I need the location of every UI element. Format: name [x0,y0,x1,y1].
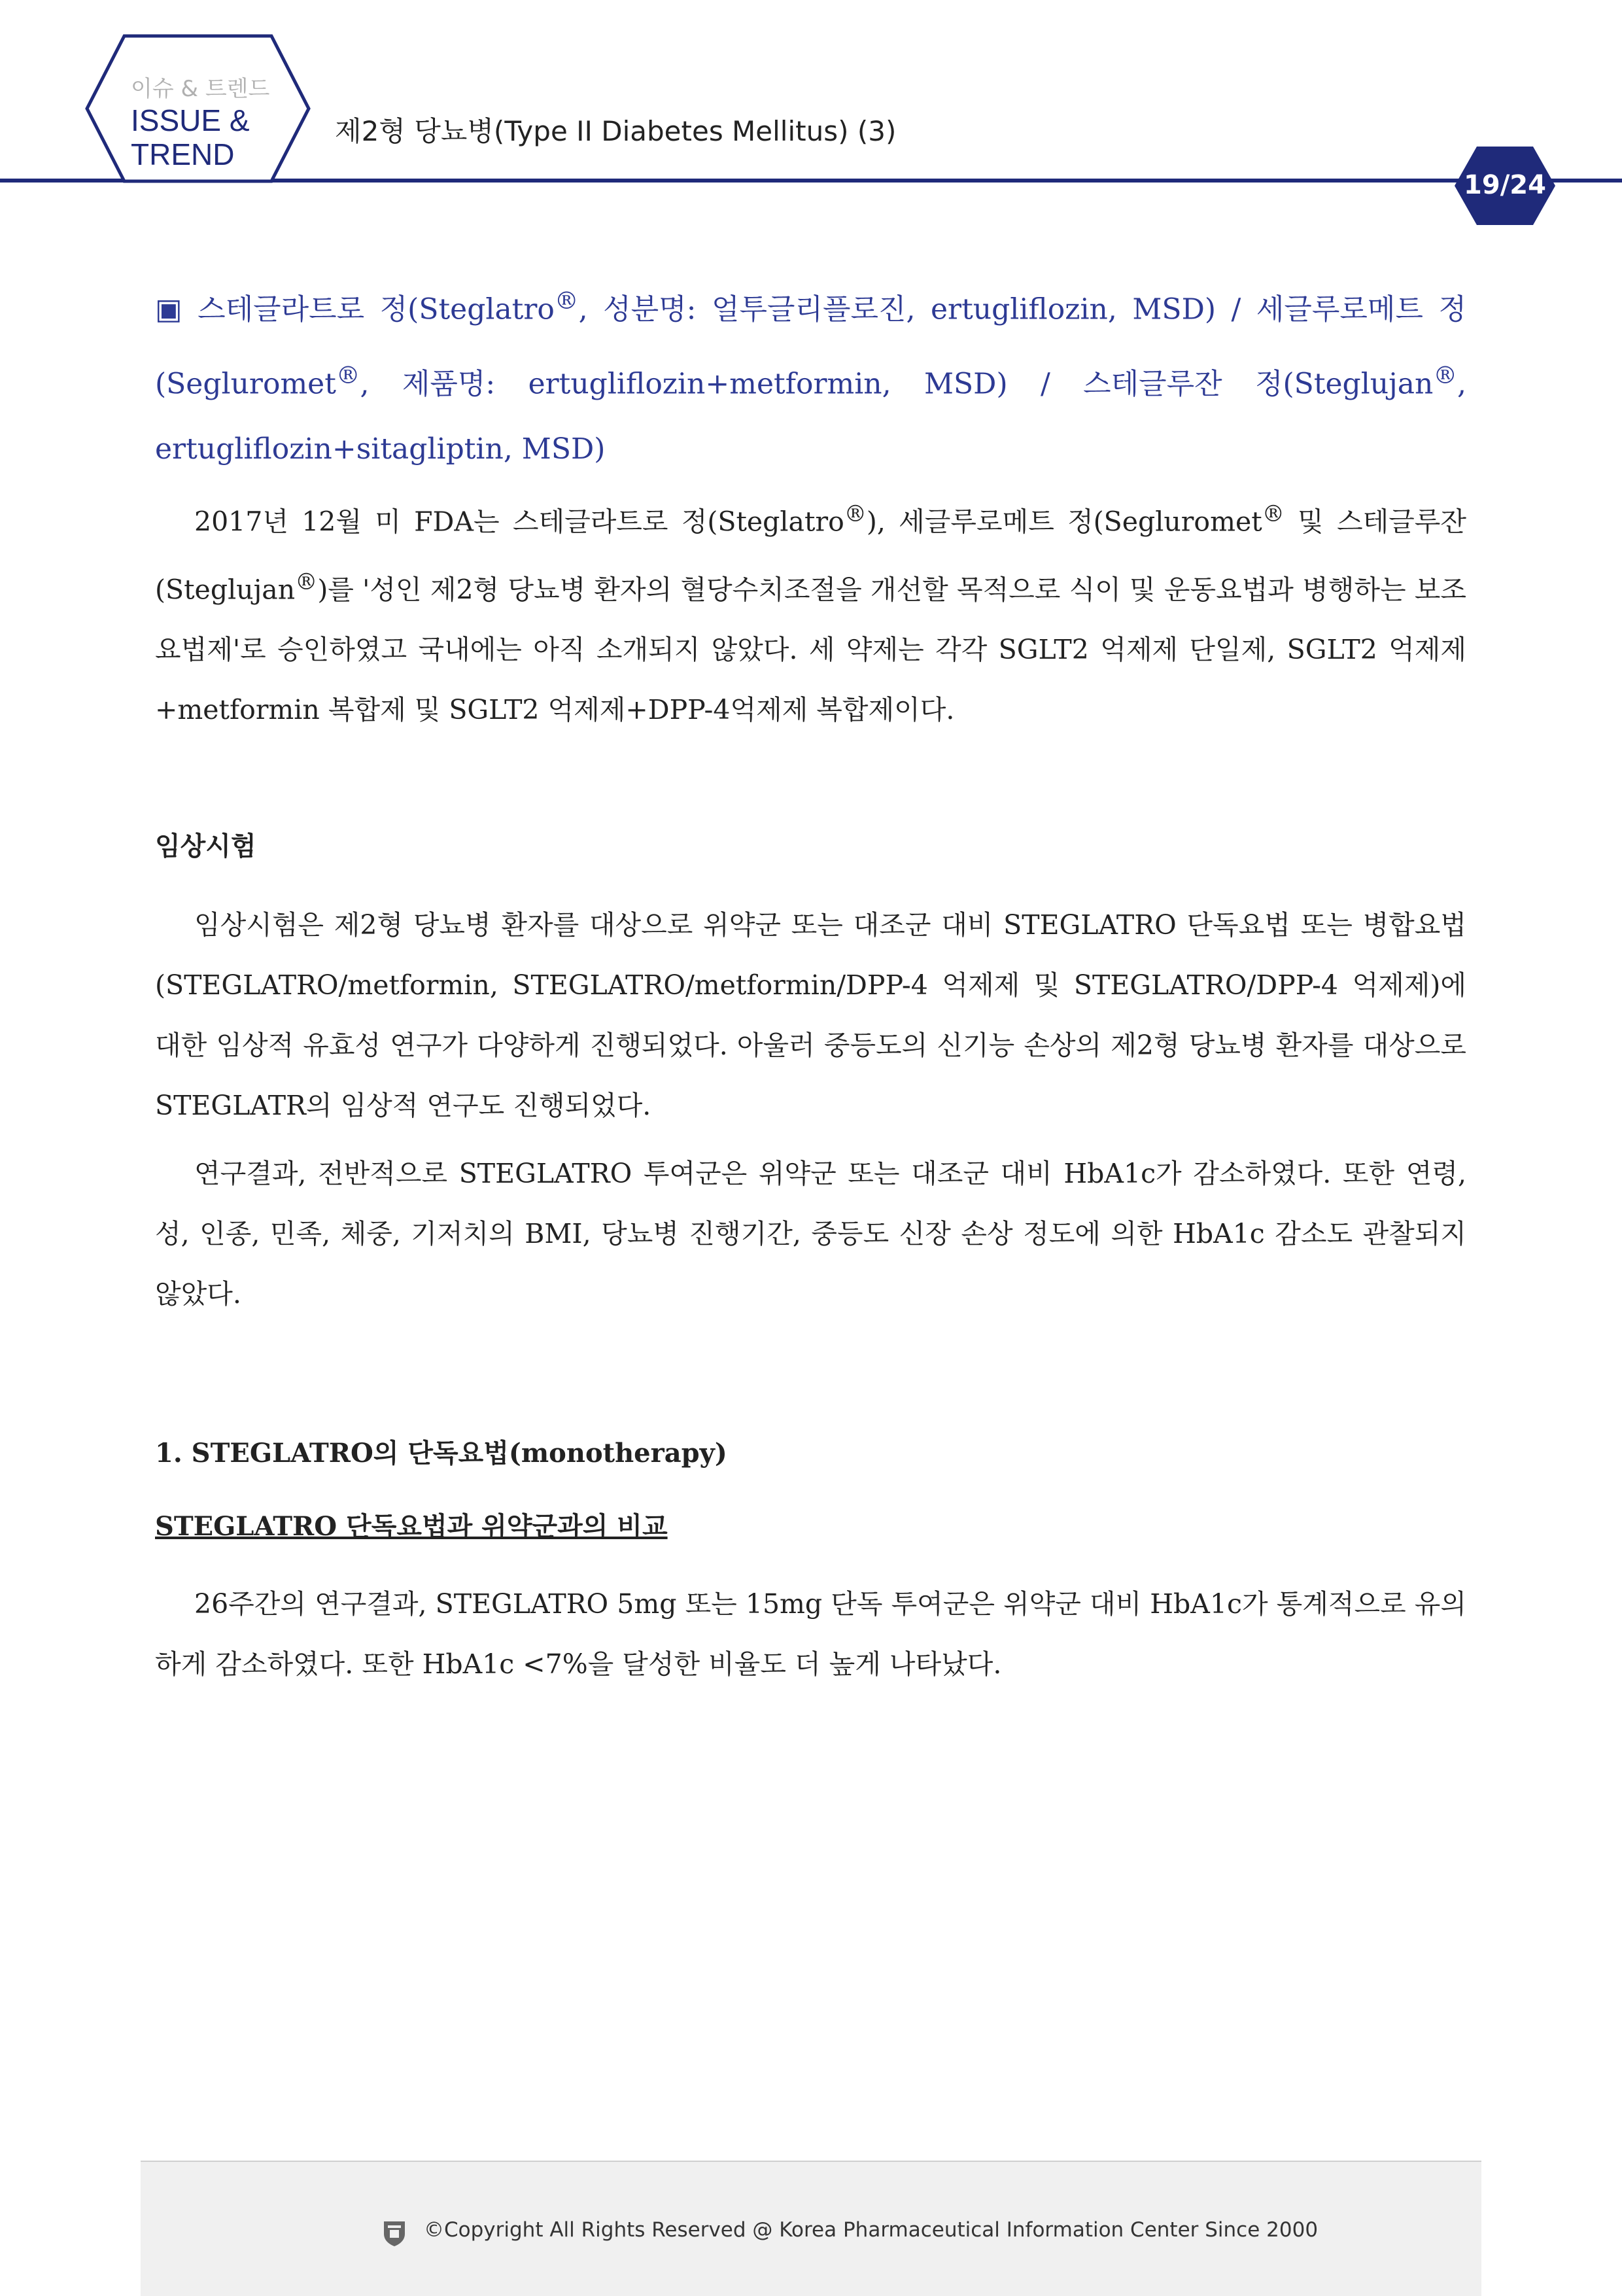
drug-lead-heading: ▣ 스테글라트로 정(Steglatro®, 성분명: 얼투글리플로진, ertugliflozin, MSD) / 세글루로메트 정(Segluromet®, 제품명: ertugliflozin+metformin, MSD) / 스테글루잔 정(Steglujan®, ertugliflozin+sitagliptin, MSD) [155,287,1466,466]
monotherapy-paragraph: 26주간의 연구결과, STEGLATRO 5mg 또는 15mg 단독 투여군은 위약군 대비 HbA1c가 통계적으로 유의하게 감소하였다. 또한 HbA1c <7%을 달성한 비율도 더 높게 나타났다. [155,1588,1466,1680]
clinical-trial-heading: 임상시험 [155,831,256,861]
monotherapy-heading: 1. STEGLATRO의 단독요법(monotherapy) [155,1438,727,1469]
clinical-paragraph-2: 연구결과, 전반적으로 STEGLATRO 투여군은 위약군 또는 대조군 대비 HbA1c가 감소하였다. 또한 연령, 성, 인종, 민족, 체중, 기저치의 BMI, 당뇨병 진행기간, 중등도 신장 손상 정도에 의한 HbA1c 감소도 관찰되지 않았다. [155,1158,1466,1310]
clinical-paragraph-1: 임상시험은 제2형 당뇨병 환자를 대상으로 위약군 또는 대조군 대비 STEGLATRO 단독요법 또는 병합요법(STEGLATRO/metformin, STEGLATRO/metformin/DPP-4 억제제 및 STEGLATRO/DPP-4 억제제)에 대한 임상적 유효성 연구가 다양하게 진행되었다. 아울러 중등도의 신기능 손상의 제2형 당뇨병 환자를 대상으로 STEGLATR의 임상적 연구도 진행되었다. [155,909,1466,1121]
page-number-badge [1453,145,1557,226]
header-title: 제2형 당뇨병(Type II Diabetes Mellitus) (3) [335,115,897,147]
badge-line-2: TREND [131,137,235,171]
copyright-text: ©Copyright All Rights Reserved @ Korea Pharmaceutical Information Center Since 2000 [424,2218,1319,2242]
square-bullet-icon: ▣ [155,292,182,326]
footer [141,2161,1481,2296]
badge-title [131,103,250,171]
badge-subtitle: 이슈 & 트렌드 [131,76,270,102]
shield-logo-icon [383,2219,406,2247]
badge-line-1: ISSUE & [131,103,250,137]
page-number: 19/24 [1464,170,1546,200]
intro-paragraph: 2017년 12월 미 FDA는 스테글라트로 정(Steglatro®), 세글루로메트 정(Segluromet® 및 스테글루잔 (Steglujan®)를 '성인 제2형 당뇨병 환자의 혈당수치조절을 개선할 목적으로 식이 및 운동요법과 병행하는 보조요법제'로 승인하였고 국내에는 아직 소개되지 않았다. 세 약제는 각각 SGLT2 억제제 단일제, SGLT2 억제제+metformin 복합제 및 SGLT2 억제제+DPP-4억제제 복합제이다. [155,501,1466,726]
comparison-subheading: STEGLATRO 단독요법과 위약군과의 비교 [155,1511,668,1542]
